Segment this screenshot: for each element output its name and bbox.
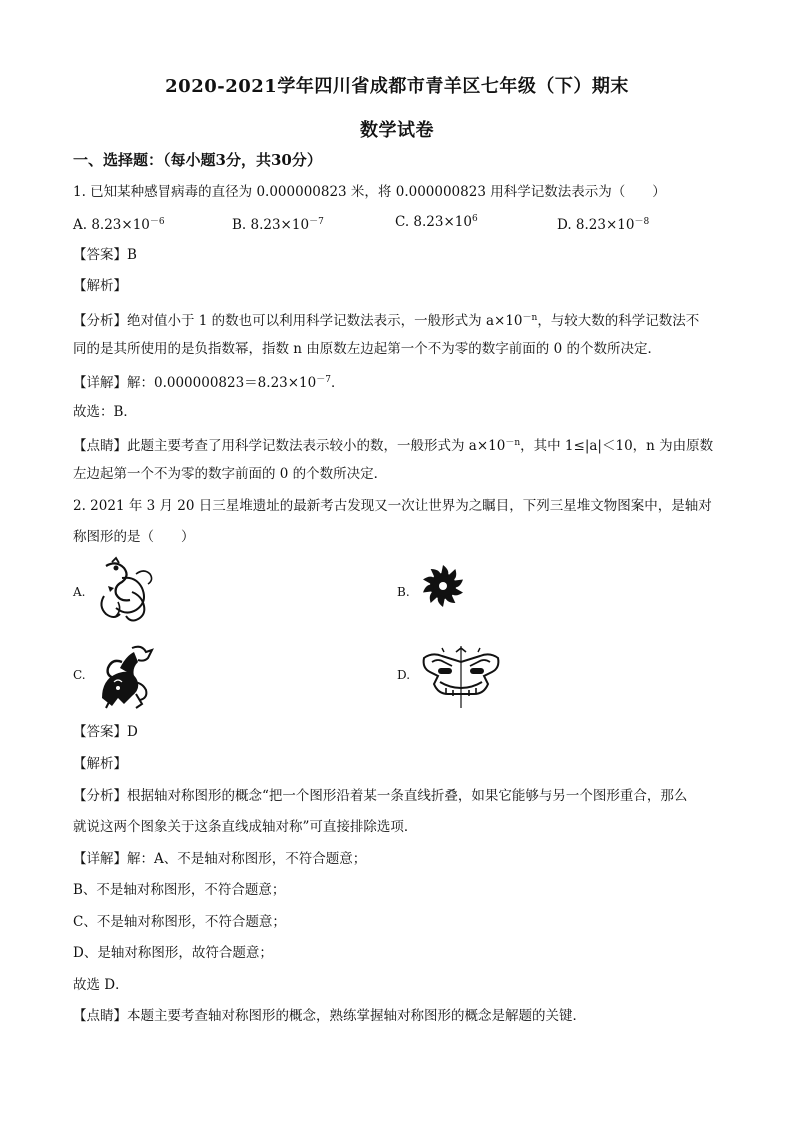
q2-stem-line1: 2. 2021 年 3 月 20 日三星堆遗址的最新考古发现又一次让世界为之瞩目，下列三星堆文物图案中，是轴对 (73, 498, 712, 514)
q1-choose: 故选：B． (73, 404, 137, 420)
q1-option-d-exponent: －8 (634, 217, 650, 227)
q1-fenxi-text: 【分析】绝对值小于 1 的数也可以利用科学记数法表示，一般形式为 a×10 (73, 313, 523, 329)
q1-option-b (232, 214, 324, 233)
page-title: 2020-2021学年四川省成都市青羊区七年级（下）期末 (165, 76, 629, 97)
q1-option-c (395, 214, 478, 230)
q1-xiangjie-text: 【详解】解：0.000000823＝8.23×10 (73, 375, 317, 391)
q2-xiangjie-line1: 【详解】解：A、不是轴对称图形，不符合题意； (73, 851, 367, 867)
q1-fenxi-line2: 同的是其所使用的是负指数幂，指数 n 由原数左边起第一个不为零的数字前面的 0 的个数所决定． (73, 341, 661, 357)
q1-analysis-head: 【解析】 (73, 278, 127, 294)
q2-fenxi-line1: 【分析】根据轴对称图形的概念“把一个图形沿着某一条直线折叠，如果它能够与另一个图形重合，那么 (73, 788, 688, 804)
q2-xiangjie-line4: D、是轴对称图形，故符合题意； (73, 945, 273, 961)
q2-answer: 【答案】D (73, 724, 138, 740)
q1-xiangjie (73, 371, 344, 392)
q2-analysis-head: 【解析】 (73, 756, 127, 772)
q1-option-d (557, 214, 649, 233)
q2-xiangjie-line3: C、不是轴对称图形，不符合题意； (73, 914, 286, 930)
q2-choose: 故选 D． (73, 977, 129, 993)
q2-label-c: C. (73, 668, 86, 682)
q1-option-b-exponent: －7 (309, 217, 324, 227)
sanxingdui-sun-wheel-figure-b-icon (419, 562, 467, 610)
q2-stem-line2: 称图形的是（ ） (73, 529, 195, 545)
q1-fenxi-exponent: －n (522, 313, 538, 323)
q1-option-c-exponent: 6 (471, 214, 478, 224)
q1-answer: 【答案】B (73, 247, 137, 263)
q1-stem: 1. 已知某种感冒病毒的直径为 0.000000823 米，将 0.000000823 用科学记数法表示为（ ） (73, 184, 666, 200)
q2-label-a: A. (73, 585, 86, 599)
sanxingdui-mask-figure-d-icon (418, 644, 504, 710)
q1-dianjing-tail: ，其中 1≤|a|＜10，n 为由原数 (520, 438, 714, 454)
q2-fenxi-line2: 就说这两个图象关于这条直线成轴对称”可直接排除选项． (73, 819, 418, 835)
q1-xiangjie-tail: ． (330, 375, 345, 391)
q1-option-c-text: C. 8.23×10 (395, 214, 472, 230)
q1-fenxi-line1 (73, 309, 699, 330)
q2-xiangjie-line2: B、不是轴对称图形，不符合题意； (73, 882, 286, 898)
section-heading: 一、选择题：（每小题3分，共30分） (73, 151, 322, 169)
q1-dianjing-line1 (73, 434, 713, 455)
q1-dianjing-line2: 左边起第一个不为零的数字前面的 0 的个数所决定． (73, 466, 388, 482)
q1-option-b-text: B. 8.23×10 (232, 217, 310, 233)
q1-option-a-text: A. 8.23×10 (73, 217, 150, 233)
q1-dianjing-exponent: －n (505, 438, 521, 448)
sanxingdui-dragon-figure-a-icon (92, 556, 164, 628)
q1-option-d-text: D. 8.23×10 (557, 217, 635, 233)
q2-label-d: D. (397, 668, 411, 682)
q2-label-b: B. (397, 585, 410, 599)
q1-option-a-exponent: －6 (149, 217, 165, 227)
sanxingdui-bird-figure-c-icon (92, 642, 162, 710)
page-subtitle: 数学试卷 (360, 120, 434, 141)
q1-xiangjie-exponent: －7 (316, 375, 331, 385)
q2-dianjing: 【点睛】本题主要考查轴对称图形的概念，熟练掌握轴对称图形的概念是解题的关键． (73, 1008, 586, 1024)
q1-fenxi-tail: ，与较大数的科学记数法不 (537, 313, 700, 329)
q1-option-a (73, 214, 165, 233)
q1-dianjing-text: 【点睛】此题主要考查了用科学记数法表示较小的数，一般形式为 a×10 (73, 438, 506, 454)
